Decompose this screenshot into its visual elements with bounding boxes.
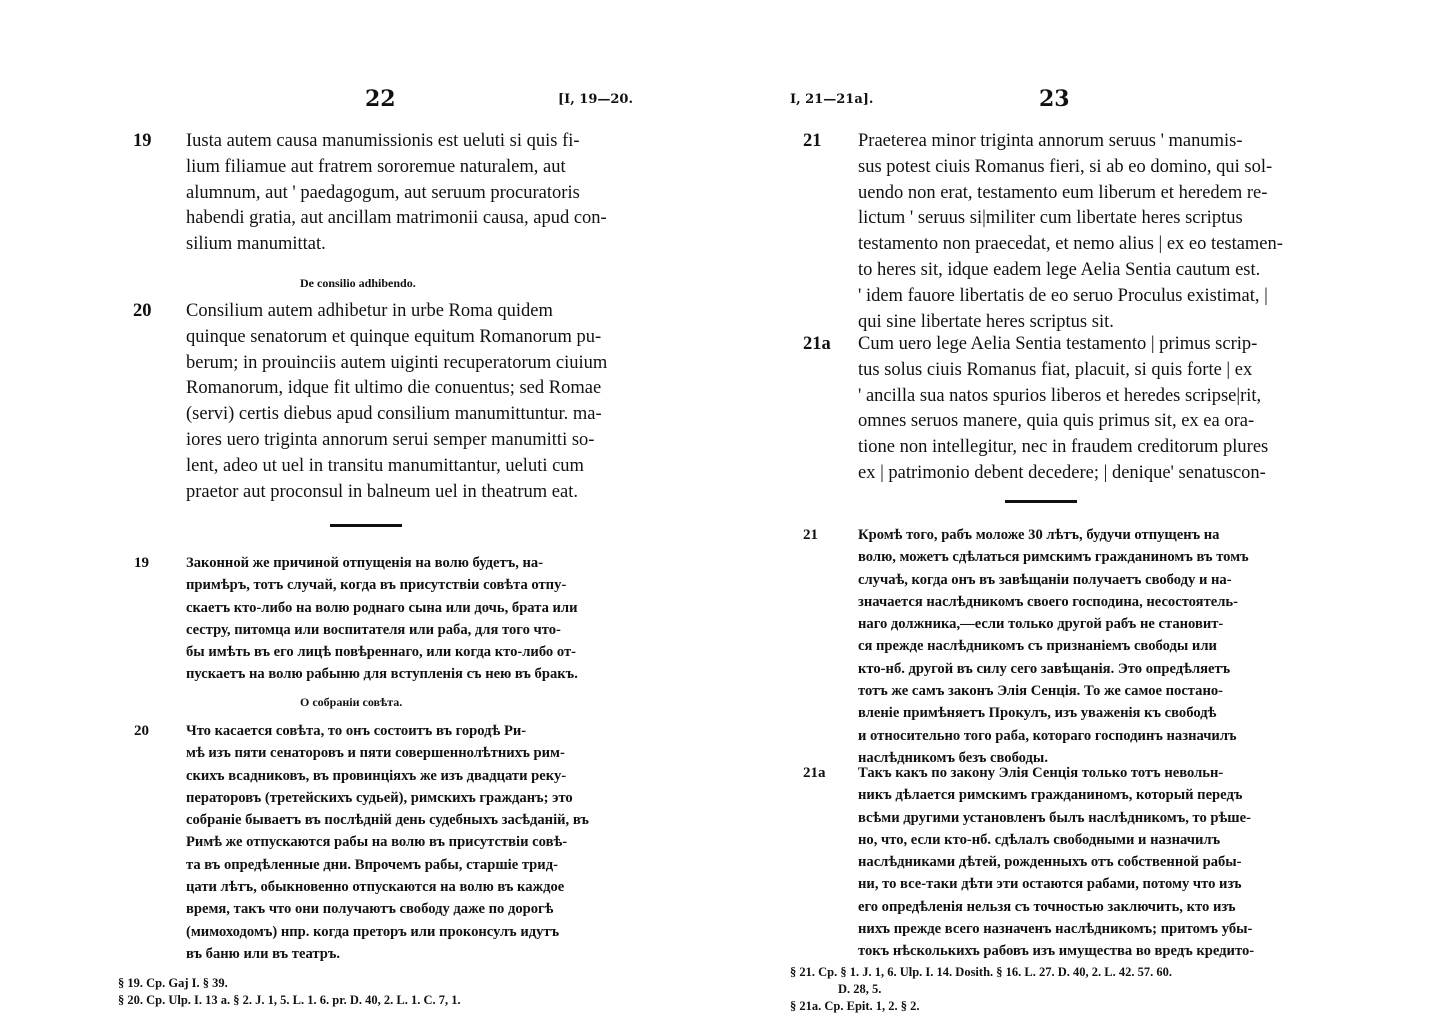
text-line: скаетъ кто-либо на волю роднаго сына или дочь, брата или [186,599,578,616]
text-line: Iusta autem causa manumissionis est ueluti si quis fi- [186,131,580,151]
text-line: Кромѣ того, рабъ моложе 30 лѣтъ, будучи отпущенъ на [858,527,1220,543]
section-divider [1005,500,1077,503]
section-text [858,129,1283,335]
text-line: всѣми другими установленъ былъ наслѣдникомъ, то рѣше- [858,809,1251,826]
text-line: тотъ же самъ законъ Элія Сенція. То же самое постано- [858,683,1224,700]
text-line: Законной же причиной отпущенія на волю будетъ, на- [186,555,544,571]
footnote: § 20. Cp. Ulp. I. 13 a. § 2. J. 1, 5. L. 1. 6. pr. D. 40, 2. L. 1. C. 7, 1. [118,993,461,1007]
text-line: lent, adeo ut uel in transitu manumittantur, ueluti cum [186,455,584,476]
russian-heading: О собраніи совѣта. [300,695,403,709]
text-line: но, что, если кто-нб. сдѣлалъ свободными и назначилъ [858,831,1221,848]
text-line: Cum uero lege Aelia Sentia testamento | primus scrip- [858,334,1258,354]
text-line: сестру, питомца или воспитателя или раба, для того что- [186,621,561,638]
text-line: praetor aut proconsul in balneum uel in theatrum eat. [186,481,578,502]
footnote: D. 28, 5. [838,982,882,996]
section-text [858,332,1268,487]
text-line: ex | patrimonio debent decedere; | denique' senatuscon- [858,462,1266,483]
section-number: 21a [803,334,831,354]
text-line: токъ нѣсколькихъ рабовъ изъ имущества во вредъ кредито- [858,943,1255,960]
right-page [725,0,1450,1024]
page-number: 23 [1039,86,1070,112]
text-line: ся прежде наслѣдникомъ съ признаніемъ свободы или [858,638,1217,655]
text-line: Praeterea minor triginta annorum seruus ' manumis- [858,131,1243,151]
section-text [186,720,589,965]
text-line: (мимоходомъ) нпр. когда преторъ или проконсулъ идутъ [186,923,560,940]
text-line: нихъ прежде всего назначенъ наслѣдникомъ; притомъ убы- [858,921,1253,938]
footnote: § 21. Cp. § 1. J. 1, 6. Ulp. I. 14. Dosith. § 16. L. 27. D. 40, 2. L. 42. 57. 60. [790,965,1172,979]
text-line: собраніе бываетъ въ послѣдній день судебныхъ засѣданій, въ [186,812,589,829]
text-line: habendi gratia, aut ancillam matrimonii causa, apud con- [186,208,607,229]
text-line: и относительно того раба, котораго господинъ назначилъ [858,727,1237,744]
text-line: Что касается совѣта, то онъ состоитъ въ городѣ Ри- [186,723,527,739]
running-head: [I, 19—20. [558,92,633,107]
text-line: Такъ какъ по закону Элія Сенція только тотъ невольн- [858,765,1224,781]
text-line: наго должника,—если только другой рабъ не становит- [858,616,1224,633]
text-line: sus potest ciuis Romanus fieri, si ab eo domino, qui sol- [858,156,1273,177]
text-line: кто-нб. другой въ силу сего завѣщанія. Это опредѣляетъ [858,660,1231,677]
text-line: quinque senatorum et quinque equitum Romanorum pu- [186,326,602,347]
text-line: волю, можетъ сдѣлаться римскимъ гражданиномъ въ томъ [858,549,1249,566]
text-line: цати лѣтъ, обыкновенно отпускаются на волю въ каждое [186,879,565,896]
section-number: 20 [133,301,152,321]
running-head: I, 21—21a]. [790,92,874,107]
text-line: (servi) certis diebus apud consilium manumittuntur. ma- [186,404,602,425]
footnotes [790,964,1172,1015]
text-line: ' ancilla sua natos spurios liberos et heredes scripse|rit, [858,385,1262,406]
footnotes [118,975,461,1009]
section-number: 19 [134,555,149,571]
text-line: случаѣ, когда онъ въ завѣщаніи получаетъ свободу и на- [858,571,1232,588]
text-line: Римѣ же отпускаются рабы на волю въ присутствіи совѣ- [186,834,568,851]
text-line: tione non intellegitur, nec in fraudem creditorum plures [858,437,1269,458]
text-line: бы имѣть въ его лицѣ повѣреннаго, или когда кто-либо от- [186,644,577,661]
text-line: примѣръ, тотъ случай, когда въ присутствіи совѣта отпу- [186,577,567,594]
text-line: мѣ изъ пяти сенаторовъ и пяти совершеннолѣтнихъ рим- [186,745,565,762]
text-line: та въ опредѣленные дни. Впрочемъ рабы, старшіе трид- [186,856,558,873]
page-number: 22 [365,86,396,112]
text-line: omnes seruos manere, quia quis primus sit, ex ea ora- [858,411,1255,432]
text-line: testamento non praecedat, et nemo alius | ex eo testamen- [858,234,1283,255]
text-line: tus solus ciuis Romanus fiat, placuit, si quis forte | ex [858,359,1253,380]
section-text [858,524,1249,769]
text-line: silium manumittat. [186,234,326,255]
text-line: Romanorum, idque fit ultimo die conuentus; sed Romae [186,378,602,399]
text-line: время, такъ что они получаютъ свободу даже по дорогѣ [186,901,554,918]
text-line: uendo non erat, testamento eum liberum et heredem re- [858,182,1268,203]
text-line: вленіе примѣняетъ Прокулъ, изъ уваженія къ свободѣ [858,705,1217,722]
section-text [186,129,607,258]
text-line: пускаетъ на волю рабыню для вступленія съ нею въ бракъ. [186,666,578,683]
text-line: наслѣдникомъ безъ свободы. [858,749,1048,766]
section-number: 21 [803,527,818,543]
text-line: lium filiamue aut fratrem sororemue naturalem, aut [186,156,566,177]
footnote: § 19. Cp. Gaj I. § 39. [118,976,228,990]
latin-heading: De consilio adhibendo. [300,276,416,290]
text-line: qui sine libertate heres scriptus sit. [858,311,1114,332]
text-line: его опредѣленія нельзя съ точностью заключить, кто изъ [858,898,1236,915]
footnote: § 21a. Cp. Epit. 1, 2. § 2. [790,999,920,1013]
text-line: скихъ всадниковъ, въ провинціяхъ же изъ двадцати реку- [186,767,567,784]
text-line: ' idem fauore libertatis de eo seruo Proculus existimat, | [858,285,1268,306]
text-line: lictum ' seruus si|militer cum libertate heres scriptus [858,208,1243,229]
text-line: наслѣдниками дѣтей, рожденныхъ отъ собственной рабы- [858,854,1242,871]
text-line: ни, то все-таки дѣти эти остаются рабами, потому что изъ [858,876,1242,893]
section-number: 21 [803,131,822,151]
section-number: 19 [133,131,152,151]
section-divider [330,524,402,527]
section-text [858,762,1254,963]
text-line: никъ дѣлается римскимъ гражданиномъ, который передъ [858,787,1243,804]
text-line: to heres sit, idque eadem lege Aelia Sentia cautum est. [858,259,1261,280]
section-text [186,299,607,505]
text-line: alumnum, aut ' paedagogum, aut seruum procuratoris [186,182,580,203]
text-line: въ баню или въ театръ. [186,945,340,962]
text-line: значается наслѣдникомъ своего господина, несостоятель- [858,593,1238,610]
section-text [186,552,578,686]
text-line: Consilium autem adhibetur in urbe Roma quidem [186,301,553,321]
section-number: 20 [134,723,149,739]
text-line: iores uero triginta annorum serui semper manumitti so- [186,429,595,450]
section-number: 21a [803,765,826,781]
text-line: berum; in prouinciis autem uiginti recuperatorum ciuium [186,352,608,373]
text-line: ператоровъ (третейскихъ судьей), римскихъ гражданъ; это [186,789,573,806]
